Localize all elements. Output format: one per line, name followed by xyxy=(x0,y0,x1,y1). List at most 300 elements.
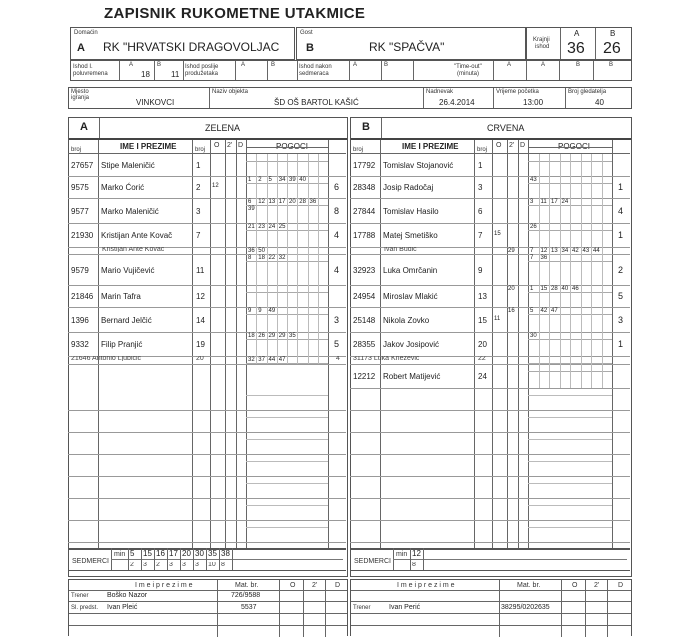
column-divider xyxy=(328,140,329,550)
goal-grid-divider xyxy=(267,356,268,364)
extra-label-1: Ishod poslije xyxy=(185,64,219,70)
to-b1: B xyxy=(576,62,581,68)
goal-grid-divider xyxy=(591,307,592,332)
goal-minute: 11 xyxy=(540,199,547,205)
goal-grid-divider xyxy=(591,223,592,247)
goal-grid-divider xyxy=(602,356,603,364)
goal-grid-divider xyxy=(581,356,582,364)
player-id: 9579 xyxy=(71,266,89,275)
table-row-divider xyxy=(68,285,346,286)
goal-grid-divider xyxy=(277,176,278,198)
sedmerci-minute: 30 xyxy=(195,549,204,558)
sedmerci-shooter: 2 xyxy=(156,562,160,567)
venue-label: Naziv objekta xyxy=(212,89,249,95)
goal-grid-divider xyxy=(318,285,319,307)
player-name: Tomislav Stojanović xyxy=(383,161,454,170)
sedmerci-label: SEDMERCI xyxy=(72,558,109,565)
goal-grid-divider xyxy=(256,176,257,198)
pen-a-letter: A xyxy=(353,62,358,68)
header-divider xyxy=(528,147,612,148)
goal-minute: 18 xyxy=(248,333,255,339)
player-id: 28348 xyxy=(353,183,376,192)
player-id: 24954 xyxy=(353,292,376,301)
goal-grid-line xyxy=(528,505,612,506)
player-goal-total: 3 xyxy=(618,315,624,325)
goal-minute: 24 xyxy=(561,199,569,205)
goal-grid-divider xyxy=(549,285,550,307)
goal-grid-divider xyxy=(570,223,571,247)
goal-minute: 32 xyxy=(278,255,286,261)
goal-grid-divider xyxy=(256,307,257,332)
to-a2: A xyxy=(541,62,546,68)
goal-grid-divider xyxy=(297,356,298,364)
official-a1-name: Boško Nazor xyxy=(107,592,148,599)
goal-minute: 42 xyxy=(572,248,579,254)
sedmerci-shooter: 10 xyxy=(208,562,216,567)
goal-grid-divider xyxy=(267,307,268,332)
cut-row-name: 31173 Luka Knežević xyxy=(353,356,420,361)
goal-minute: 39 xyxy=(289,177,296,183)
sedmerci-top-line xyxy=(350,548,630,550)
sedmerci-mid-line xyxy=(111,559,343,560)
ht-a-letter: A xyxy=(129,62,134,68)
officials-a-d-header: D xyxy=(335,582,341,589)
goal-grid-line xyxy=(246,527,328,528)
col-goals-label: POGOCI xyxy=(558,142,591,151)
goal-grid-divider xyxy=(560,332,561,356)
team-b-color: CRVENA xyxy=(487,123,525,133)
table-row-divider xyxy=(350,410,630,411)
goal-grid-divider xyxy=(277,356,278,364)
cut-row-number: 20 xyxy=(196,356,204,361)
results-row xyxy=(70,60,632,81)
cut-row-number: 22 xyxy=(478,356,486,361)
sedmerci-minute: 17 xyxy=(169,549,178,558)
time-label: Vrijeme početka xyxy=(496,89,539,95)
goal-grid-divider xyxy=(287,176,288,198)
penalty-label-1: Ishod nakon xyxy=(299,64,332,70)
goal-grid-divider xyxy=(297,176,298,198)
goal-grid-divider xyxy=(297,154,298,176)
sedmerci-shooter: 8 xyxy=(412,562,416,567)
player-id: 28355 xyxy=(353,340,376,349)
halftime-b: 11 xyxy=(171,70,180,79)
column-divider xyxy=(474,140,475,550)
goal-grid-divider xyxy=(560,198,561,223)
sedmerci-cell-divider xyxy=(423,548,424,570)
official-a2-name: Ivan Pleić xyxy=(107,604,138,611)
goal-grid-divider xyxy=(267,198,268,223)
goal-grid-divider xyxy=(297,307,298,332)
player-id: 17792 xyxy=(353,161,376,170)
goal-minute: 43 xyxy=(582,248,590,254)
player-id: 21930 xyxy=(71,231,94,240)
team-b-roster xyxy=(350,140,632,567)
score-b-letter: B xyxy=(610,29,616,38)
player-suspension: 16 xyxy=(508,308,515,314)
goal-grid-divider xyxy=(308,254,309,285)
player-goal-total: 1 xyxy=(618,182,624,192)
player-name: Stipe Maleničić xyxy=(101,161,155,170)
player-id: 17788 xyxy=(353,231,376,240)
player-goal-total: 8 xyxy=(334,206,340,216)
goal-grid-divider xyxy=(581,364,582,388)
table-row-divider xyxy=(350,223,630,224)
player-suspension: 20 xyxy=(508,286,515,292)
goal-grid-divider xyxy=(591,364,592,388)
player-name: Filip Pranjić xyxy=(101,340,143,349)
goal-grid-divider xyxy=(539,364,540,388)
goal-grid-line xyxy=(246,439,328,440)
player-number: 3 xyxy=(196,207,201,216)
sedmerci-shooter: 3 xyxy=(169,562,173,567)
goal-grid-divider xyxy=(297,332,298,356)
player-number: 9 xyxy=(478,266,483,275)
goal-grid-divider xyxy=(560,285,561,307)
halftime-label-1: Ishod I. xyxy=(73,64,93,70)
goal-minute: 34 xyxy=(278,177,286,183)
goal-minute: 32 xyxy=(248,357,255,363)
goal-grid-line xyxy=(246,505,328,506)
goal-grid-line xyxy=(528,439,612,440)
goal-grid-divider xyxy=(602,332,603,356)
goal-grid-divider xyxy=(267,332,268,356)
goal-grid-divider xyxy=(287,254,288,285)
goal-grid-divider xyxy=(277,223,278,247)
goal-grid-divider xyxy=(297,285,298,307)
date-label: Nadnevak xyxy=(426,89,454,95)
sedmerci-cell-divider xyxy=(232,548,233,570)
column-divider xyxy=(225,140,226,550)
column-divider xyxy=(236,140,237,550)
official-b1-mat: 38295/0202635 xyxy=(501,604,550,611)
header-bottom-line xyxy=(68,153,346,154)
player-number: 12 xyxy=(196,292,205,301)
officials-a xyxy=(68,579,348,636)
table-row-divider xyxy=(350,432,630,433)
goal-grid-divider xyxy=(277,198,278,223)
goal-grid-divider xyxy=(549,254,550,285)
goal-grid-divider xyxy=(560,247,561,254)
ht-b-letter: B xyxy=(157,62,162,68)
column-divider xyxy=(492,140,493,550)
goal-grid-line xyxy=(246,483,328,484)
player-number: 1 xyxy=(478,161,483,170)
table-row-divider xyxy=(350,307,630,308)
goal-grid-divider xyxy=(570,176,571,198)
goal-minute: 9 xyxy=(248,308,252,314)
goal-grid-divider xyxy=(539,356,540,364)
goal-minute: 9 xyxy=(258,308,262,314)
goal-grid-line xyxy=(528,417,612,418)
col-o-label: O xyxy=(496,142,502,149)
goal-grid-divider xyxy=(297,254,298,285)
goal-minute: 12 xyxy=(540,248,548,254)
goal-grid-divider xyxy=(570,332,571,356)
place-label-2: igranja xyxy=(71,95,90,101)
goal-grid-line xyxy=(246,461,328,462)
goal-minute: 23 xyxy=(258,224,265,230)
goal-grid-line xyxy=(246,395,328,396)
player-warning: 15 xyxy=(494,231,501,237)
goal-minute: 17 xyxy=(278,199,286,205)
goal-minute: 44 xyxy=(593,248,600,254)
goal-grid-divider xyxy=(549,247,550,254)
goal-minute: 37 xyxy=(258,357,265,363)
goal-minute: 36 xyxy=(309,199,317,205)
final-label-2: ishod xyxy=(535,44,550,50)
goal-grid-divider xyxy=(570,247,571,254)
goal-grid-divider xyxy=(560,154,561,176)
sedmerci-cell-divider xyxy=(219,548,220,570)
goal-grid-line xyxy=(246,417,328,418)
player-name: Tomislav Hasilo xyxy=(383,207,439,216)
goal-grid-divider xyxy=(267,176,268,198)
player-id: 9575 xyxy=(71,183,89,192)
goal-minute: 36 xyxy=(540,255,548,261)
goal-grid-divider xyxy=(539,198,540,223)
table-row-divider xyxy=(68,332,346,333)
player-id: 21846 xyxy=(71,292,94,301)
goal-grid-divider xyxy=(581,247,582,254)
player-name: Mario Vujičević xyxy=(101,266,155,275)
goal-grid-divider xyxy=(287,356,288,364)
home-team-name: RK "HRVATSKI DRAGOVOLJAC xyxy=(103,40,280,54)
table-row-divider xyxy=(350,498,630,499)
goal-grid-divider xyxy=(287,154,288,176)
goal-grid-divider xyxy=(256,332,257,356)
goal-grid-divider xyxy=(267,285,268,307)
goal-grid-divider xyxy=(277,254,278,285)
player-number: 15 xyxy=(478,316,487,325)
player-name: Bernard Jelčić xyxy=(101,316,152,325)
col-name-label: IME I PREZIME xyxy=(402,142,459,151)
goal-grid-divider xyxy=(318,332,319,356)
halftime-label-2: poluvremena xyxy=(73,71,108,77)
goal-grid-divider xyxy=(602,176,603,198)
player-name: Marko Ćorić xyxy=(101,183,145,192)
official-a2-role: Sl. predst. xyxy=(71,605,99,611)
goal-grid-divider xyxy=(539,307,540,332)
player-number: 11 xyxy=(196,266,205,275)
table-row-divider xyxy=(350,388,630,389)
goal-minute: 13 xyxy=(268,199,276,205)
goal-minute: 40 xyxy=(299,177,306,183)
goal-grid-divider xyxy=(287,247,288,254)
goal-grid-divider xyxy=(539,223,540,247)
score-a-letter: A xyxy=(574,29,580,38)
goal-grid-divider xyxy=(287,285,288,307)
table-row-divider xyxy=(350,176,630,177)
player-warning: 12 xyxy=(212,183,219,189)
player-id: 25148 xyxy=(353,316,376,325)
goal-grid-divider xyxy=(256,254,257,285)
table-row-divider xyxy=(68,364,346,365)
goal-grid-divider xyxy=(539,332,540,356)
goal-minute: 35 xyxy=(289,333,296,339)
col-goals-label: POGOCI xyxy=(276,142,309,151)
col-2-label: 2' xyxy=(227,142,233,149)
goal-grid-divider xyxy=(539,247,540,254)
goal-grid-divider xyxy=(318,247,319,254)
officials-b-name-header: I m e i p r e z i m e xyxy=(397,582,455,589)
col-no-label: broj xyxy=(195,147,206,153)
goal-minute: 12 xyxy=(258,199,265,205)
goal-minute: 17 xyxy=(551,199,558,205)
officials-a-o-header: O xyxy=(290,582,296,589)
time-value: 13:00 xyxy=(523,98,544,107)
col-no-label: broj xyxy=(477,147,488,153)
officials-b-2-header: 2' xyxy=(594,582,600,589)
goal-grid-divider xyxy=(297,223,298,247)
player-name: Robert Matijević xyxy=(383,372,441,381)
goal-grid-divider xyxy=(318,176,319,198)
goal-grid-divider xyxy=(277,247,278,254)
goal-grid-divider xyxy=(602,285,603,307)
goal-grid-divider xyxy=(287,332,288,356)
sedmerci-min-label: min xyxy=(114,551,126,558)
goal-grid-line xyxy=(528,461,612,462)
goal-grid-divider xyxy=(318,154,319,176)
goal-grid-divider xyxy=(277,307,278,332)
home-team-box xyxy=(70,27,295,60)
player-number: 7 xyxy=(478,231,483,240)
goal-minute: 18 xyxy=(258,255,265,261)
halftime-a: 18 xyxy=(141,70,150,79)
sedmerci-top-line xyxy=(68,548,346,550)
page-title: ZAPISNIK RUKOMETNE UTAKMICE xyxy=(104,5,366,22)
goal-minute: 15 xyxy=(540,286,548,292)
goal-grid-divider xyxy=(308,332,309,356)
goal-grid-divider xyxy=(539,154,540,176)
column-divider xyxy=(507,140,508,550)
player-number: 24 xyxy=(478,372,487,381)
goal-grid-divider xyxy=(549,176,550,198)
table-row-divider xyxy=(350,454,630,455)
goal-grid-divider xyxy=(581,223,582,247)
goal-grid-divider xyxy=(581,332,582,356)
goal-minute: 28 xyxy=(551,286,558,292)
goal-minute: 49 xyxy=(268,308,276,314)
player-goal-total: 5 xyxy=(618,291,624,301)
goal-minute: 44 xyxy=(268,357,276,363)
goal-grid-divider xyxy=(308,356,309,364)
table-row-divider xyxy=(68,454,346,455)
cut-row-name: 21646 Antonio Ljubičić xyxy=(71,356,142,361)
goal-grid-divider xyxy=(602,307,603,332)
player-id: 27657 xyxy=(71,161,94,170)
officials-b-d-header: D xyxy=(618,582,624,589)
table-row-divider xyxy=(68,520,346,521)
goal-grid-divider xyxy=(318,356,319,364)
goal-grid-divider xyxy=(549,154,550,176)
sedmerci-shooter: 8 xyxy=(221,562,225,567)
goal-grid-line xyxy=(528,395,612,396)
col-broj-label: broj xyxy=(353,147,364,153)
penalty-label-2: sedmeraca xyxy=(299,71,329,77)
goal-grid-divider xyxy=(570,154,571,176)
date-value: 26.4.2014 xyxy=(439,98,475,107)
official-a1-mat: 726/9588 xyxy=(231,592,261,599)
home-letter: A xyxy=(77,42,85,54)
column-divider xyxy=(246,140,247,550)
player-id: 12212 xyxy=(353,372,376,381)
goal-grid-divider xyxy=(277,154,278,176)
sedmerci-cell-divider xyxy=(206,548,207,570)
goal-grid-divider xyxy=(318,254,319,285)
cut-row-name: Ivan Budić xyxy=(384,247,417,252)
sedmerci-cell-divider xyxy=(141,548,142,570)
officials-b-o-header: O xyxy=(572,582,578,589)
player-name: Luka Omrčanin xyxy=(383,266,438,275)
player-id: 32923 xyxy=(353,266,376,275)
goal-minute: 29 xyxy=(278,333,286,339)
timeout-label-2: (minuta) xyxy=(457,71,480,77)
goal-minute: 20 xyxy=(289,199,296,205)
sedmerci-cell-divider xyxy=(167,548,168,570)
officials-b xyxy=(350,579,632,636)
player-number: 6 xyxy=(478,207,483,216)
goal-minute: 24 xyxy=(268,224,276,230)
goal-grid-divider xyxy=(256,285,257,307)
sedmerci-minute: 20 xyxy=(182,549,191,558)
table-row-divider xyxy=(350,285,630,286)
official-b1-role: Trener xyxy=(353,605,371,611)
goal-minute: 39 xyxy=(248,206,255,212)
sedmerci-minute: 38 xyxy=(221,549,230,558)
goal-grid-divider xyxy=(267,154,268,176)
official-a2-mat: 5537 xyxy=(241,604,257,611)
goal-grid-divider xyxy=(560,356,561,364)
sedmerci-minute: 15 xyxy=(143,549,152,558)
player-id: 27844 xyxy=(353,207,376,216)
official-b1-name: Ivan Perić xyxy=(389,604,421,611)
goal-minute: 47 xyxy=(551,308,558,314)
sedmerci-min-label: min xyxy=(396,551,408,558)
sedmerci-shooter: 3 xyxy=(182,562,186,567)
goal-grid-divider xyxy=(560,364,561,388)
goal-grid-divider xyxy=(277,332,278,356)
sedmerci-minute: 12 xyxy=(412,549,421,558)
table-row-divider xyxy=(68,542,346,543)
goal-grid-divider xyxy=(581,307,582,332)
goal-grid-divider xyxy=(591,198,592,223)
venue-value: ŠD OŠ BARTOL KAŠIĆ xyxy=(274,98,359,107)
goal-grid-divider xyxy=(308,285,309,307)
to-b2: B xyxy=(609,62,614,68)
sedmerci-minute: 16 xyxy=(156,549,165,558)
away-letter: B xyxy=(306,42,314,54)
sedmerci-bottom-line xyxy=(68,570,346,571)
goal-minute: 7 xyxy=(530,248,534,254)
team-a-roster xyxy=(68,140,348,567)
player-suspension: 29 xyxy=(508,248,515,254)
goal-minute: 43 xyxy=(530,177,537,183)
player-id: 9577 xyxy=(71,207,89,216)
cut-row-name: Kristijan Ante Kovač xyxy=(102,247,165,252)
table-row-divider xyxy=(350,520,630,521)
goal-minute: 46 xyxy=(572,286,579,292)
officials-a-2-header: 2' xyxy=(312,582,318,589)
goal-minute: 8 xyxy=(248,255,252,261)
goal-minute: 26 xyxy=(258,333,265,339)
goal-grid-divider xyxy=(602,223,603,247)
goal-minute: 30 xyxy=(530,333,537,339)
table-row-divider xyxy=(350,198,630,199)
goal-grid-line xyxy=(528,483,612,484)
officials-a-name-header: I m e i p r e z i m e xyxy=(135,582,193,589)
goal-grid-divider xyxy=(570,307,571,332)
